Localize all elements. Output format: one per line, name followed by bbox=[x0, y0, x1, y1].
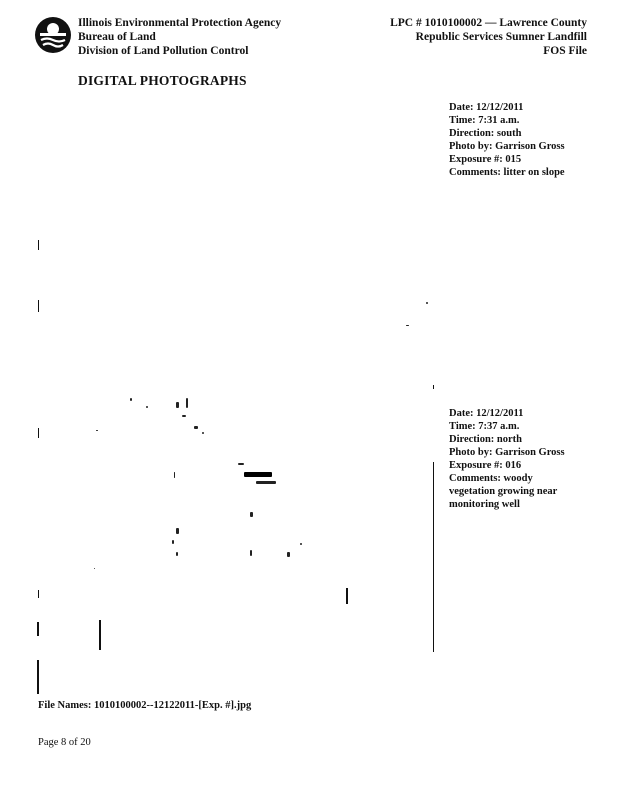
photo-time: Time: 7:31 a.m. bbox=[449, 115, 520, 126]
photo-comments-line-2: vegetation growing near bbox=[449, 486, 558, 497]
lpc-number: LPC # 1010100002 — Lawrence County bbox=[390, 17, 587, 29]
file-type: FOS File bbox=[543, 45, 587, 57]
photo-direction: Direction: south bbox=[449, 128, 522, 139]
site-name: Republic Services Sumner Landfill bbox=[415, 31, 587, 43]
page-number: Page 8 of 20 bbox=[38, 737, 91, 748]
bureau-name: Bureau of Land bbox=[78, 31, 156, 43]
agency-name: Illinois Environmental Protection Agency bbox=[78, 17, 282, 29]
photo-direction: Direction: north bbox=[449, 434, 523, 445]
division-name: Division of Land Pollution Control bbox=[78, 45, 249, 57]
site-header bbox=[390, 16, 587, 58]
illinois-epa-seal-icon bbox=[34, 16, 72, 54]
photo-exposure: Exposure #: 015 bbox=[449, 154, 522, 165]
photo-date: Date: 12/12/2011 bbox=[449, 408, 524, 419]
photo-date: Date: 12/12/2011 bbox=[449, 102, 524, 113]
photo-time: Time: 7:37 a.m. bbox=[449, 421, 520, 432]
photo-comments: Comments: litter on slope bbox=[449, 167, 565, 178]
page-title: DIGITAL PHOTOGRAPHS bbox=[78, 73, 247, 88]
agency-header bbox=[78, 16, 281, 58]
photo-1-details bbox=[449, 101, 599, 179]
photo-comments-line-3: monitoring well bbox=[449, 499, 520, 510]
photo-comments-line-1: Comments: woody bbox=[449, 473, 533, 484]
photo-photographer: Photo by: Garrison Gross bbox=[449, 141, 565, 152]
photo-exposure: Exposure #: 016 bbox=[449, 460, 522, 471]
file-names: File Names: 1010100002--12122011-[Exp. #].jpg bbox=[38, 700, 252, 711]
photo-2-details bbox=[449, 407, 599, 511]
photo-photographer: Photo by: Garrison Gross bbox=[449, 447, 565, 458]
